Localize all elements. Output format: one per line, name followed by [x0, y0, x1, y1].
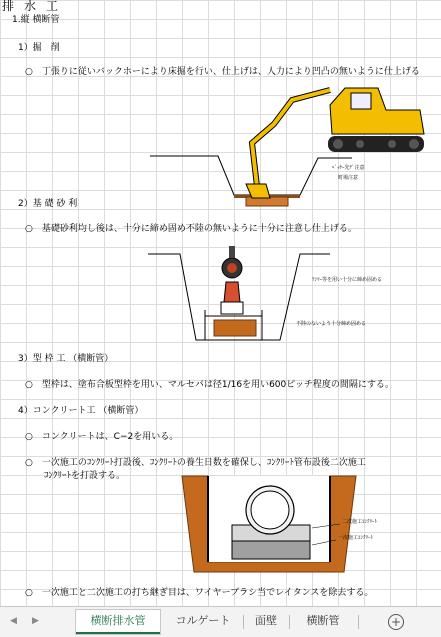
- label-first-pour: 一次施工ｺﾝｸﾘｰﾄ: [338, 535, 374, 541]
- text-concrete-3: ○ 一次施工と二次施工の打ち継ぎ目は、ワイヤーブラシ当でレイタンスを除去する。: [25, 588, 374, 598]
- note-rammer-1: ﾗﾝﾏｰ等を用い十分に締め固める: [312, 277, 383, 283]
- text-concrete-2a: ○ 一次施工のｺﾝｸﾘｰﾄ打設後、ｺﾝｸﾘｰﾄの養生日数を確保し、ｺﾝｸﾘｰﾄ管布設後二次施工: [25, 458, 366, 468]
- add-sheet-icon[interactable]: +: [388, 614, 404, 630]
- text-base-gravel: ○ 基礎砂利均し後は、十分に締め固め不陸の無いように十分に注意し仕上げる。: [25, 224, 357, 234]
- prev-sheet-icon[interactable]: ◀: [10, 616, 17, 626]
- note-excavator-2: 町場注意: [338, 175, 359, 181]
- note-rammer-2: 不陸のないよう十分締め固める: [296, 321, 367, 327]
- sheet-title: 排水工: [2, 0, 69, 13]
- heading-formwork: 3）型 枠 工 （横断管）: [18, 354, 114, 364]
- heading-base-gravel: 2）基 礎 砂 利: [18, 199, 78, 209]
- text-concrete-1: ○ コンクリートは、C−2を用いる。: [25, 432, 179, 442]
- sheet-tab-bar: [0, 606, 441, 637]
- next-sheet-icon[interactable]: ▶: [32, 616, 39, 626]
- tab-corrugate[interactable]: コルゲート: [175, 614, 231, 627]
- tab-menheki[interactable]: 面壁: [255, 614, 277, 627]
- heading-concrete: 4）コンクリート工 （横断管）: [18, 406, 144, 416]
- text-excavation: ○ 丁張りに従いバックホーにより床掘を行い、仕上げは、人力により凹凸の無いように仕上げる: [25, 67, 420, 77]
- text-concrete-2b: ｺﾝｸﾘｰﾄを打設する。: [44, 471, 126, 481]
- section-subtitle: 1.縦 横断管: [12, 15, 60, 25]
- tab-yokodan-haisuikan[interactable]: 横断排水管: [76, 610, 160, 634]
- heading-excavation: 1）掘 削: [18, 43, 60, 53]
- text-formwork: ○ 型枠は、塗布合板型枠を用い、マルセパは径1/16を用い600ピッチ程度の間隔にする。: [25, 380, 394, 390]
- label-second-pour: 二次施工ｺﾝｸﾘｰﾄ: [342, 519, 378, 525]
- tab-yokodankan[interactable]: 横断管: [306, 614, 340, 627]
- note-excavator-1: ﾍﾞｯｹｰ先ﾃﾞ注意: [332, 165, 365, 171]
